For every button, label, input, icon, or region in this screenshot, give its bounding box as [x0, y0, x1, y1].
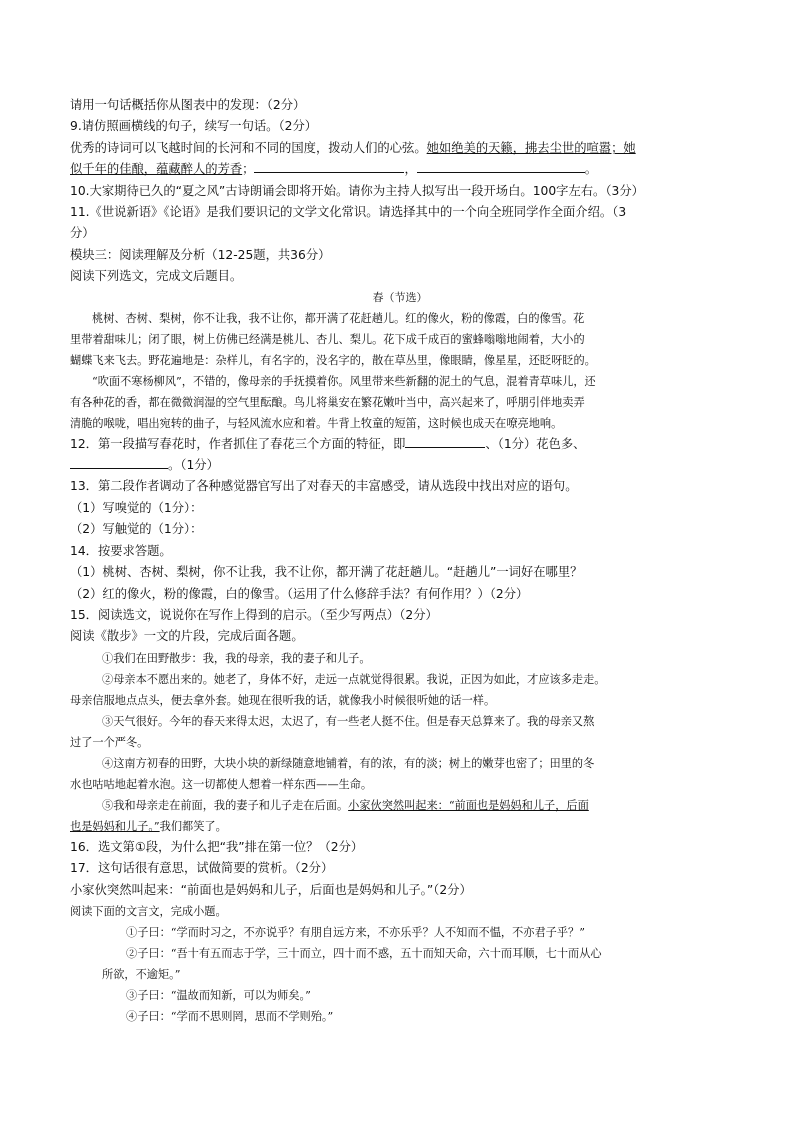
question-13-part-1: （1）写嗅觉的（1分）：: [70, 500, 203, 515]
underlined-example-2: 似千年的佳酿，蕴藏醉人的芳香: [70, 162, 243, 177]
passage-line: 里带着甜味儿；闭了眼，树上仿佛已经满是桃儿、杏儿、梨儿。花下成千成百的蜜蜂嗡嗡地闹着，大小的: [70, 332, 585, 346]
question-9-body-cont: 似千年的佳酿，蕴藏醉人的芳香； ， 。: [70, 162, 598, 177]
passage-line: 也是妈妈和儿子。”我们都笑了。: [70, 819, 227, 833]
question-12: 12．第一段描写春花时，作者抓住了春花三个方面的特征，即 、（1分）花色多、: [70, 436, 586, 451]
passage-line: ②母亲本不愿出来的。她老了，身体不好，走远一点就觉得很累。我说，正因为如此，才应该多走走。: [102, 672, 606, 686]
passage-line: ④这南方初春的田野，大块小块的新绿随意地铺着，有的浓，有的淡；树上的嫩芽也密了；田里的冬: [102, 756, 595, 770]
reading-instruction: 阅读下列选文，完成文后题目。: [70, 269, 243, 284]
classical-text-line: 所欲，不逾矩。”: [102, 967, 181, 981]
passage-line: 桃树、杏树、梨树，你不让我，我不让你，都开满了花赶趟儿。红的像火，粉的像霞，白的像雪。花: [92, 311, 585, 325]
passage-line: 蝴蝶飞来飞去。野花遍地是：杂样儿，有名字的，没名字的，散在草丛里，像眼睛，像星星，还眨呀眨的。: [70, 353, 596, 367]
module-3-heading: 模块三：阅读理解及分析（12-25题，共36分）: [70, 247, 331, 262]
passage-line: ⑤我和母亲走在前面，我的妻子和儿子走在后面。小家伙突然叫起来：“前面也是妈妈和儿子，后面: [102, 798, 589, 812]
document-page: [70, 95, 730, 1027]
passage-line: ①我们在田野散步：我，我的母亲，我的妻子和儿子。: [102, 651, 371, 665]
question-9-body: [70, 138, 730, 159]
passage-line: “吹面不寒杨柳风”，不错的，像母亲的手抚摸着你。风里带来些新翻的泥土的气息，混着青草味儿，还: [92, 374, 596, 388]
question-14: 14．按要求答题。: [70, 543, 172, 558]
passage-line: 水也咕咕地起着水泡。这一切都使人想着一样东西——生命。: [70, 777, 373, 791]
question-15: 15．阅读选文，说说你在写作上得到的启示。（至少写两点）（2分）: [70, 607, 438, 622]
question-11: 11.《世说新语》《论语》是我们要识记的文学文化常识。请选择其中的一个向全班同学作全面介绍。（3: [70, 205, 627, 220]
passage-line: ③天气很好。今年的春天来得太迟，太迟了，有一些老人挺不住。但是春天总算来了。我的母亲又熬: [102, 714, 595, 728]
question-13: 13．第二段作者调动了各种感觉器官写出了对春天的丰富感受，请从选段中找出对应的语句。: [70, 479, 578, 494]
passage-line: 清脆的喉咙，唱出宛转的曲子，与轻风流水应和着。牛背上牧童的短笛，这时候也成天在嘹亮地响。: [70, 416, 563, 430]
question-8-prompt: 请用一句话概括你从图表中的发现：（2分）: [70, 98, 306, 112]
classical-text-line: ③子曰：“温故而知新，可以为师矣。”: [126, 988, 311, 1002]
underlined-sentence: 也是妈妈和儿子。”: [70, 819, 160, 833]
passage-title: 春（节选）: [372, 290, 428, 304]
passage-line: 过了一个严冬。: [70, 735, 149, 749]
question-14-part-2: （2）红的像火，粉的像霞，白的像雪。（运用了什么修辞手法？有何作用？）（2分）: [70, 586, 529, 601]
answer-blank[interactable]: [254, 160, 404, 173]
classical-text-line: ①子曰：“学而时习之，不亦说乎？有朋自远方来，不亦乐乎？人不知而不愠，不亦君子乎？”: [126, 925, 585, 939]
passage-line: 有各种花的香，都在微微润湿的空气里酝酿。鸟儿将巢安在繁花嫩叶当中，高兴起来了，呼朋引伴地卖弄: [70, 395, 585, 409]
reading-instruction-3: 阅读下面的文言文，完成小题。: [70, 904, 227, 918]
question-17: 17．这句话很有意思，试做简要的赏析。（2分）: [70, 861, 334, 876]
answer-blank[interactable]: [70, 456, 168, 469]
question-12-cont: 。（1分）: [70, 455, 730, 476]
classical-text-line: ④子曰：“学而不思则罔，思而不学则殆。”: [126, 1009, 334, 1023]
question-9-intro: 优秀的诗词可以飞越时间的长河和不同的国度，拨动人们的心弦。: [70, 140, 427, 155]
question-14-part-1: （1）桃树、杏树、梨树，你不让我，我不让你，都开满了花赶趟儿。“赶趟儿”一词好在哪里？: [70, 565, 583, 580]
underlined-example-1: 她如绝美的天籁，拂去尘世的喧嚣；她: [426, 140, 636, 155]
underlined-sentence: 小家伙突然叫起来：“前面也是妈妈和儿子，后面: [348, 798, 589, 812]
question-17-quote: 小家伙突然叫起来：“前面也是妈妈和儿子，后面也是妈妈和儿子。”（2分）: [70, 882, 472, 897]
passage-line: 母亲信服地点点头，便去拿外套。她现在很听我的话，就像我小时候很听她的话一样。: [70, 693, 496, 707]
question-13-part-2: （2）写触觉的（1分）：: [70, 522, 203, 537]
question-9-title: 9.请仿照画横线的句子，续写一句话。（2分）: [70, 119, 318, 134]
answer-blank[interactable]: [405, 435, 485, 448]
classical-text-line: ②子曰：“吾十有五而志于学，三十而立，四十而不惑，五十而知天命，六十而耳顺，七十而从心: [126, 946, 602, 960]
question-16: 16．选文第①段，为什么把“我”排在第一位？（2分）: [70, 839, 364, 854]
answer-blank[interactable]: [417, 160, 585, 173]
question-11-cont: 分）: [70, 226, 95, 241]
question-10: 10.大家期待已久的“夏之风”古诗朗诵会即将开始。请你为主持人拟写出一段开场白。100字左右。（3分）: [70, 183, 644, 198]
reading-instruction-2: 阅读《散步》一文的片段，完成后面各题。: [70, 629, 304, 644]
